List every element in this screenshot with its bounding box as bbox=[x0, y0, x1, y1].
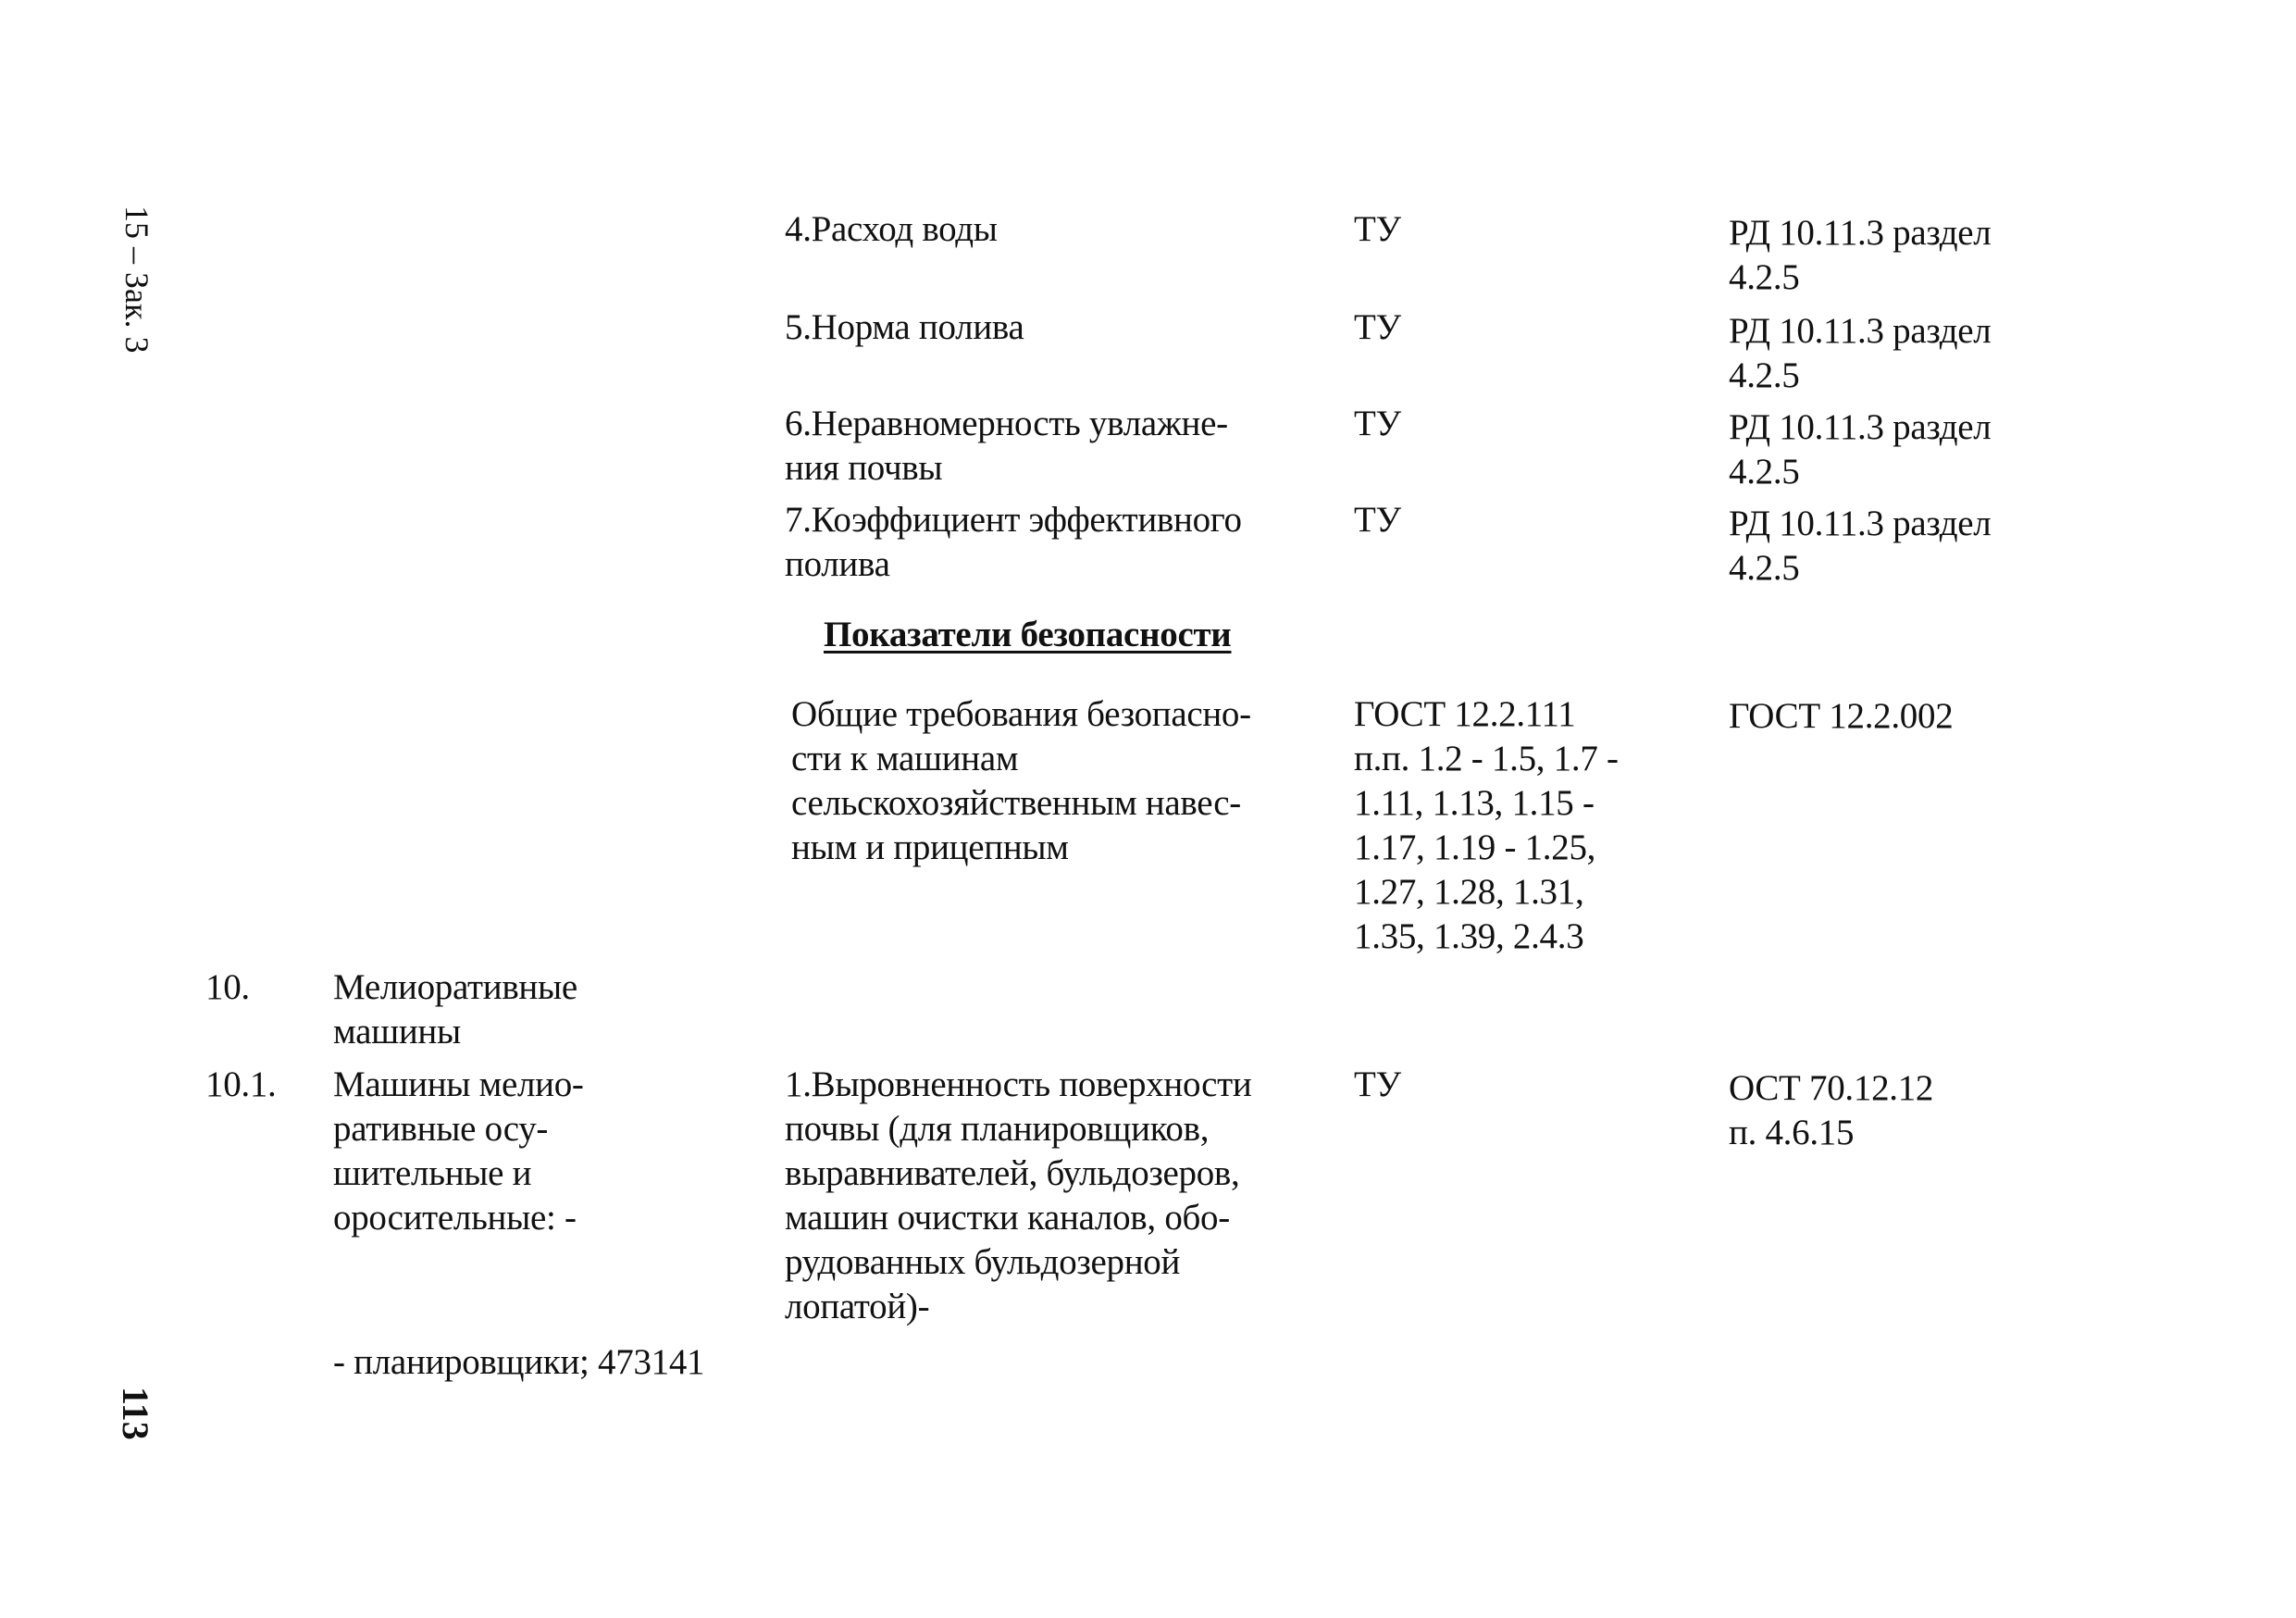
method-doc-r5: РД 10.11.3 раздел 4.2.5 bbox=[1729, 311, 1992, 395]
group-name-10-1: Машины мелио- ративные осу- шительные и оросительные: - bbox=[333, 1064, 584, 1238]
method-doc-10-1: ОСТ 70.12.12 п. 4.6.15 bbox=[1729, 1068, 1934, 1152]
norm-doc-r5: ТУ bbox=[1354, 307, 1401, 347]
indicator-moisture-unevenness: 6.Неравномерность увлажне- ния почвы bbox=[785, 404, 1228, 488]
page-number: 113 bbox=[115, 1387, 156, 1440]
method-doc-r4: РД 10.11.3 раздел 4.2.5 bbox=[1729, 213, 1992, 297]
norm-doc-r7: ТУ bbox=[1354, 500, 1401, 540]
indicator-surface-evenness: 1.Выровненность поверхности почвы (для планировщиков, выравнивателей, бульдозеров, машин очистки каналов, обо- рудованных бульдозерной лопатой)- bbox=[785, 1064, 1252, 1326]
subitem-planners: - планировщики; 473141 bbox=[333, 1342, 705, 1382]
indicator-irrigation-efficiency: 7.Коэффициент эффективного полива bbox=[785, 500, 1242, 584]
method-doc-r7: РД 10.11.3 раздел 4.2.5 bbox=[1729, 504, 1992, 588]
margin-note: 15 – Зак. 3 bbox=[118, 205, 155, 354]
norm-doc-r4: ТУ bbox=[1354, 209, 1401, 249]
norm-doc-10-1: ТУ bbox=[1354, 1064, 1401, 1104]
method-doc-safety: ГОСТ 12.2.002 bbox=[1729, 696, 1954, 736]
norm-doc-safety: ГОСТ 12.2.111 п.п. 1.2 - 1.5, 1.7 - 1.11, 1.13, 1.15 - 1.17, 1.19 - 1.25, 1.27, 1.28, 1.31, 1.35, 1.39, 2.4.3 bbox=[1354, 694, 1619, 956]
method-doc-r6: РД 10.11.3 раздел 4.2.5 bbox=[1729, 407, 1992, 492]
indicator-irrigation-norm: 5.Норма полива bbox=[785, 307, 1024, 347]
group-number-10: 10. bbox=[205, 967, 250, 1007]
norm-doc-r6: ТУ bbox=[1354, 404, 1401, 443]
group-name-10: Мелиоративные машины bbox=[333, 967, 577, 1052]
indicator-water-flow: 4.Расход воды bbox=[785, 209, 998, 249]
indicator-general-safety: Общие требования безопасно- сти к машинам сельскохозяйственным навес- ным и прицепным bbox=[791, 694, 1251, 867]
group-number-10-1: 10.1. bbox=[205, 1064, 277, 1104]
section-heading-safety: Показатели безопасности bbox=[824, 615, 1232, 654]
